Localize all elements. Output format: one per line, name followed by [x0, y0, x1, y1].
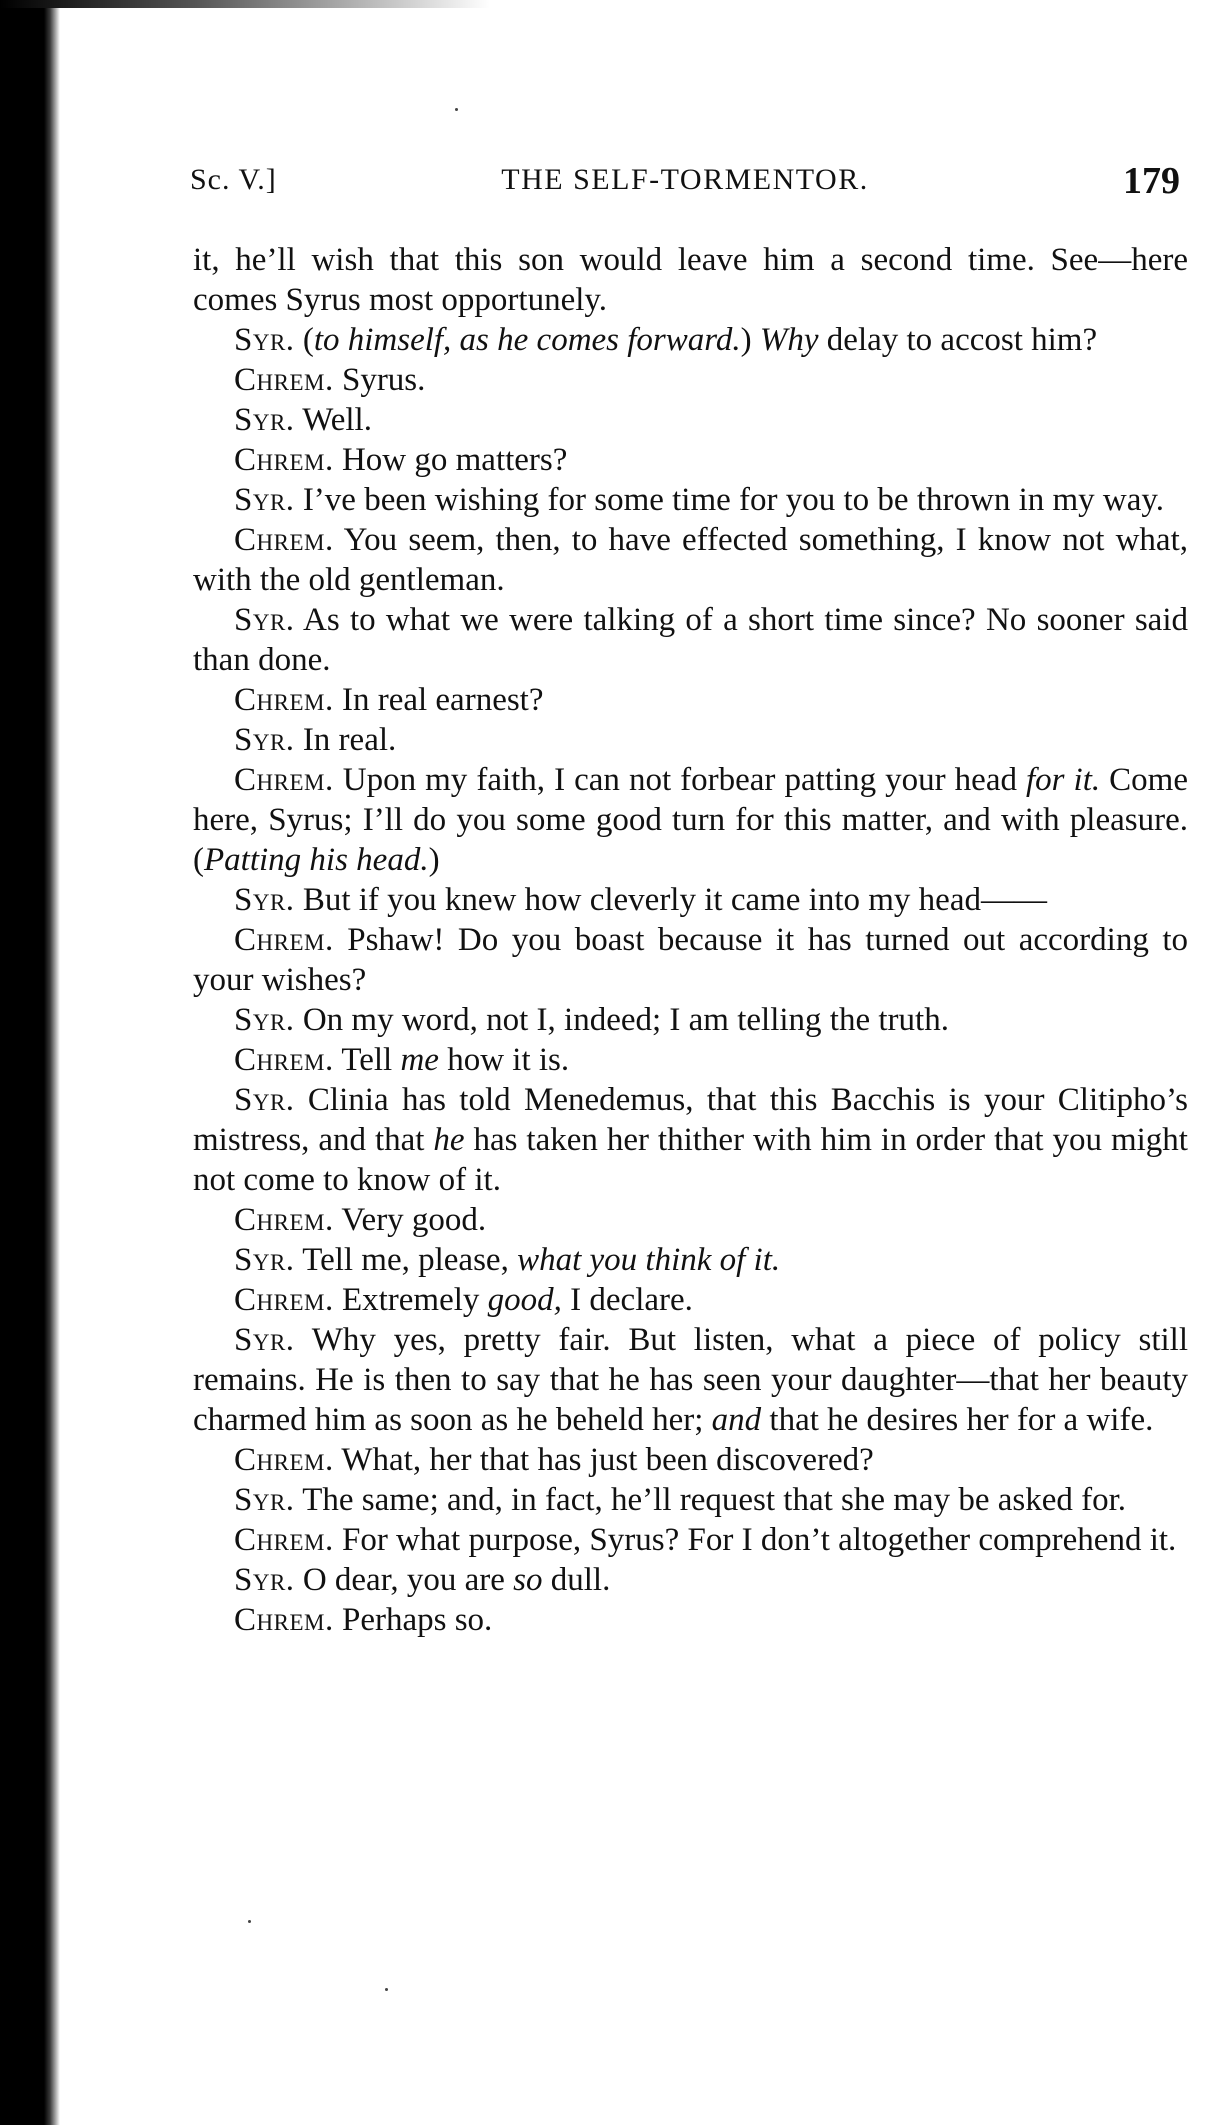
dialogue-paragraph: [193, 1600, 1188, 1640]
dialogue-text: Extremely: [341, 1282, 488, 1318]
dialogue-paragraph: [193, 1200, 1188, 1240]
speaker-name: Syr.: [234, 322, 295, 358]
book-spine-shadow: [0, 0, 60, 2125]
dialogue-paragraph: [193, 520, 1188, 600]
italic-text: for it.: [1026, 762, 1101, 798]
dialogue-paragraph: [193, 480, 1188, 520]
speaker-name: Syr.: [234, 602, 295, 638]
speaker-name: Syr.: [234, 1082, 295, 1118]
top-edge-shadow: [0, 0, 490, 8]
dialogue-text: that he desires her for a wife.: [761, 1402, 1154, 1438]
dialogue-paragraph: [193, 600, 1188, 680]
speaker-name: Syr.: [234, 482, 295, 518]
speaker-name: Chrem.: [234, 1602, 334, 1638]
dialogue-text: Perhaps so.: [341, 1602, 493, 1638]
dialogue-text: ): [740, 322, 760, 358]
dialogue-text: I’ve been wishing for some time for you to be thrown in my way.: [302, 482, 1164, 518]
speaker-name: Syr.: [234, 1002, 295, 1038]
dialogue-text: it, he’ll wish that this son would leave him a second time. See—here comes Syrus most opportunely.: [193, 242, 1188, 318]
running-title: THE SELF-TORMENTOR.: [501, 163, 869, 196]
speaker-name: Chrem.: [234, 362, 334, 398]
dialogue-text: dull.: [542, 1562, 611, 1598]
dialogue-text: On my word, not I, indeed; I am telling the truth.: [302, 1002, 949, 1038]
speaker-name: Syr.: [234, 722, 295, 758]
dialogue-text: Why yes, pretty fair. But listen, what a piece of policy still remains. He is then to say that he has seen your daughter—that her beauty charmed him as soon as he beheld her;: [193, 1322, 1188, 1438]
dialogue-text: What, her that has just been discovered?: [341, 1442, 874, 1478]
dialogue-text: Pshaw! Do you boast because it has turned out according to your wishes?: [193, 922, 1188, 998]
dialogue-paragraph: [193, 680, 1188, 720]
speaker-name: Syr.: [234, 1242, 295, 1278]
speaker-name: Syr.: [234, 1482, 295, 1518]
speaker-name: Chrem.: [234, 922, 334, 958]
dialogue-text: how it is.: [438, 1042, 570, 1078]
dialogue-text: (: [302, 322, 314, 358]
speaker-name: Chrem.: [234, 1202, 334, 1238]
speaker-name: Chrem.: [234, 1042, 334, 1078]
dialogue-text: Clinia has told Menedemus, that this Bacchis is your Clitipho’s mistress, and that: [193, 1082, 1188, 1158]
speaker-name: Chrem.: [234, 1442, 334, 1478]
dialogue-paragraph: [193, 1240, 1188, 1280]
dialogue-paragraph: [193, 920, 1188, 1000]
dialogue-paragraph: [193, 880, 1188, 920]
dialogue-text: ): [428, 842, 440, 878]
dialogue-paragraph: [193, 1080, 1188, 1200]
dialogue-paragraph: [193, 760, 1188, 880]
italic-text: what you think of it.: [517, 1242, 781, 1278]
dialogue-paragraph: [193, 240, 1188, 320]
dialogue-text: delay to accost him?: [818, 322, 1098, 358]
italic-text: to himself, as he comes forward.: [313, 322, 741, 358]
dialogue-text: In real.: [302, 722, 397, 758]
italic-text: so: [513, 1562, 543, 1598]
dialogue-paragraph: [193, 400, 1188, 440]
dialogue-text: Tell: [341, 1042, 401, 1078]
dialogue-text: has taken her thither with him in order that you might not come to know of it.: [193, 1122, 1188, 1198]
dialogue-text: The same; and, in fact, he’ll request that she may be asked for.: [302, 1482, 1127, 1518]
speaker-name: Syr.: [234, 882, 295, 918]
print-speck: [455, 108, 458, 111]
speaker-name: Chrem.: [234, 1282, 334, 1318]
dialogue-text: Tell me, please,: [302, 1242, 518, 1278]
dialogue-text: You seem, then, to have effected something, I know not what, with the old gentleman.: [193, 522, 1188, 598]
speaker-name: Syr.: [234, 402, 295, 438]
speaker-name: Syr.: [234, 1562, 295, 1598]
italic-text: good,: [487, 1282, 562, 1318]
print-speck: [248, 1920, 251, 1923]
speaker-name: Chrem.: [234, 762, 334, 798]
italic-text: Why: [759, 322, 819, 358]
italic-text: he: [433, 1122, 465, 1158]
dialogue-text: O dear, you are: [302, 1562, 514, 1598]
running-header: [190, 160, 1180, 215]
dialogue-paragraph: [193, 1280, 1188, 1320]
dialogue-body: [193, 240, 1188, 1640]
dialogue-paragraph: [193, 1440, 1188, 1480]
dialogue-paragraph: [193, 1000, 1188, 1040]
dialogue-text: Come here, Syrus; I’ll do you some good turn for this matter, and with pleasure. (: [193, 762, 1189, 878]
dialogue-text: I declare.: [561, 1282, 693, 1318]
speaker-name: Chrem.: [234, 442, 334, 478]
italic-text: me: [400, 1042, 439, 1078]
italic-text: Patting his head.: [204, 842, 429, 878]
dialogue-text: As to what we were talking of a short time since? No sooner said than done.: [193, 602, 1188, 678]
section-label: Sc. V.]: [190, 163, 277, 196]
dialogue-text: For what purpose, Syrus? For I don’t altogether comprehend it.: [341, 1522, 1177, 1558]
dialogue-paragraph: [193, 360, 1188, 400]
speaker-name: Chrem.: [234, 682, 334, 718]
dialogue-paragraph: [193, 320, 1188, 360]
dialogue-paragraph: [193, 1520, 1188, 1560]
dialogue-text: How go matters?: [341, 442, 568, 478]
speaker-name: Chrem.: [234, 1522, 334, 1558]
dialogue-paragraph: [193, 1480, 1188, 1520]
dialogue-text: Syrus.: [341, 362, 426, 398]
dialogue-text: Very good.: [341, 1202, 487, 1238]
page-number: 179: [1123, 160, 1180, 202]
dialogue-paragraph: [193, 720, 1188, 760]
speaker-name: Syr.: [234, 1322, 295, 1358]
print-speck: [385, 1988, 388, 1991]
dialogue-text: Well.: [302, 402, 372, 438]
italic-text: and: [711, 1402, 762, 1438]
dialogue-text: Upon my faith, I can not forbear patting your head: [342, 762, 1026, 798]
dialogue-paragraph: [193, 440, 1188, 480]
dialogue-text: But if you knew how cleverly it came into my head——: [302, 882, 1047, 918]
speaker-name: Chrem.: [234, 522, 334, 558]
dialogue-paragraph: [193, 1560, 1188, 1600]
dialogue-text: In real earnest?: [341, 682, 544, 718]
dialogue-paragraph: [193, 1040, 1188, 1080]
dialogue-paragraph: [193, 1320, 1188, 1440]
